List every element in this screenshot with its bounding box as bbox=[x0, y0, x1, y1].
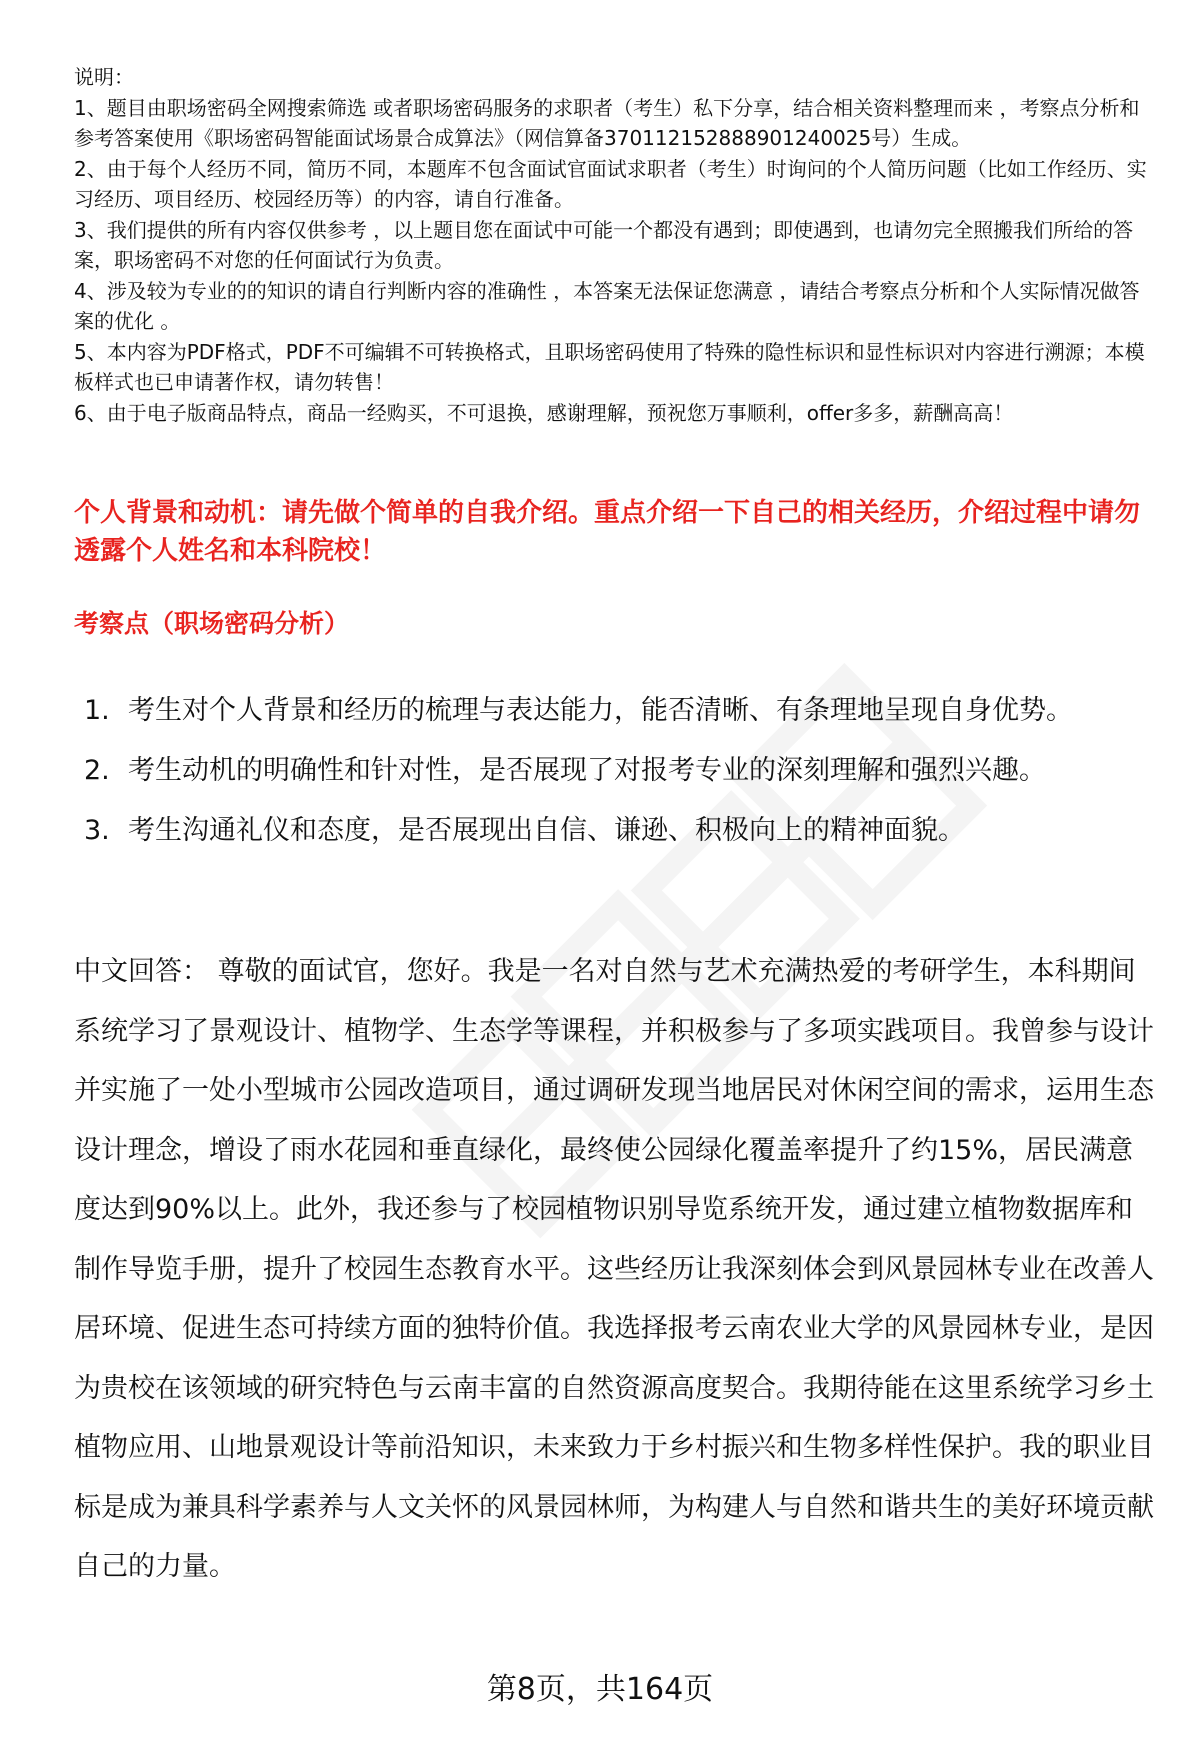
list-item-text: 考生沟通礼仪和态度，是否展现出自信、谦逊、积极向上的精神面貌。 bbox=[128, 815, 965, 846]
note-item: 3、我们提供的所有内容仅供参考 ，以上题目您在面试中可能一个都没有遇到；即使遇到，也请勿完全照搬我们所给的答案，职场密码不对您的任何面试行为负责。 bbox=[74, 217, 1134, 272]
list-item bbox=[84, 681, 1144, 741]
list-item bbox=[84, 741, 1144, 801]
assessment-points-title: 考察点（职场密码分析） bbox=[74, 609, 350, 638]
answer-paragraph: 中文回答： 尊敬的面试官，您好。我是一名对自然与艺术充满热爱的考研学生，本科期间系统学习了景观设计、植物学、生态学等课程，并积极参与了多项实践项目。我曾参与设计并实施了一处小型城市公园改造项目，通过调研发现当地居民对休闲空间的需求，运用生态设计理念，增设了雨水花园和垂直绿化，最终使公园绿化覆盖率提升了约15%，居民满意度达到90%以上。此外，我还参与了校园植物识别导览系统开发，通过建立植物数据库和制作导览手册，提升了校园生态教育水平。这些经历让我深刻体会到风景园林专业在改善人居环境、促进生态可持续方面的独特价值。我选择报考云南农业大学的风景园林专业，是因为贵校在该领域的研究特色与云南丰富的自然资源高度契合。我期待能在这里系统学习乡土植物应用、山地景观设计等前沿知识，未来致力于乡村振兴和生物多样性保护。我的职业目标是成为兼具科学素养与人文关怀的风景园林师，为构建人与自然和谐共生的美好环境贡献自己的力量。 bbox=[74, 956, 1154, 1582]
list-item-text: 考生对个人背景和经历的梳理与表达能力，能否清晰、有条理地呈现自身优势。 bbox=[128, 695, 1073, 726]
note-item: 5、本内容为PDF格式，PDF不可编辑不可转换格式，且职场密码使用了特殊的隐性标识和显性标识对内容进行溯源；本模板样式也已申请著作权，请勿转售！ bbox=[74, 339, 1145, 394]
list-item-number: 1. bbox=[84, 695, 110, 726]
question-heading: 个人背景和动机：请先做个简单的自我介绍。重点介绍一下自己的相关经历，介绍过程中请勿透露个人姓名和本科院校！ bbox=[74, 498, 1141, 566]
disclaimer-notes bbox=[74, 62, 1154, 428]
list-item bbox=[84, 801, 1144, 861]
list-item-number: 2. bbox=[84, 755, 110, 786]
page-number-footer: 第8页，共164页 bbox=[486, 1672, 714, 1707]
assessment-points-list bbox=[84, 681, 1144, 861]
list-item-text: 考生动机的明确性和针对性，是否展现了对报考专业的深刻理解和强烈兴趣。 bbox=[128, 755, 1046, 786]
note-item: 4、涉及较为专业的的知识的请自行判断内容的准确性 ，本答案无法保证您满意 ，请结合考察点分析和个人实际情况做答案的优化 。 bbox=[74, 278, 1140, 333]
note-item: 1、题目由职场密码全网搜索筛选 或者职场密码服务的求职者（考生）私下分享，结合相关资料整理而来 ，考察点分析和参考答案使用《职场密码智能面试场景合成算法》（网信算备370112152888901240025号）生成。 bbox=[74, 95, 1140, 150]
note-item: 2、由于每个人经历不同，简历不同，本题库不包含面试官面试求职者（考生）时询问的个人简历问题（比如工作经历、实习经历、项目经历、校园经历等）的内容，请自行准备。 bbox=[74, 156, 1147, 211]
list-item-number: 3. bbox=[84, 815, 110, 846]
notes-heading: 说明： bbox=[74, 65, 134, 89]
note-item: 6、由于电子版商品特点，商品一经购买，不可退换，感谢理解，预祝您万事顺利，offer多多，薪酬高高！ bbox=[74, 400, 1014, 425]
